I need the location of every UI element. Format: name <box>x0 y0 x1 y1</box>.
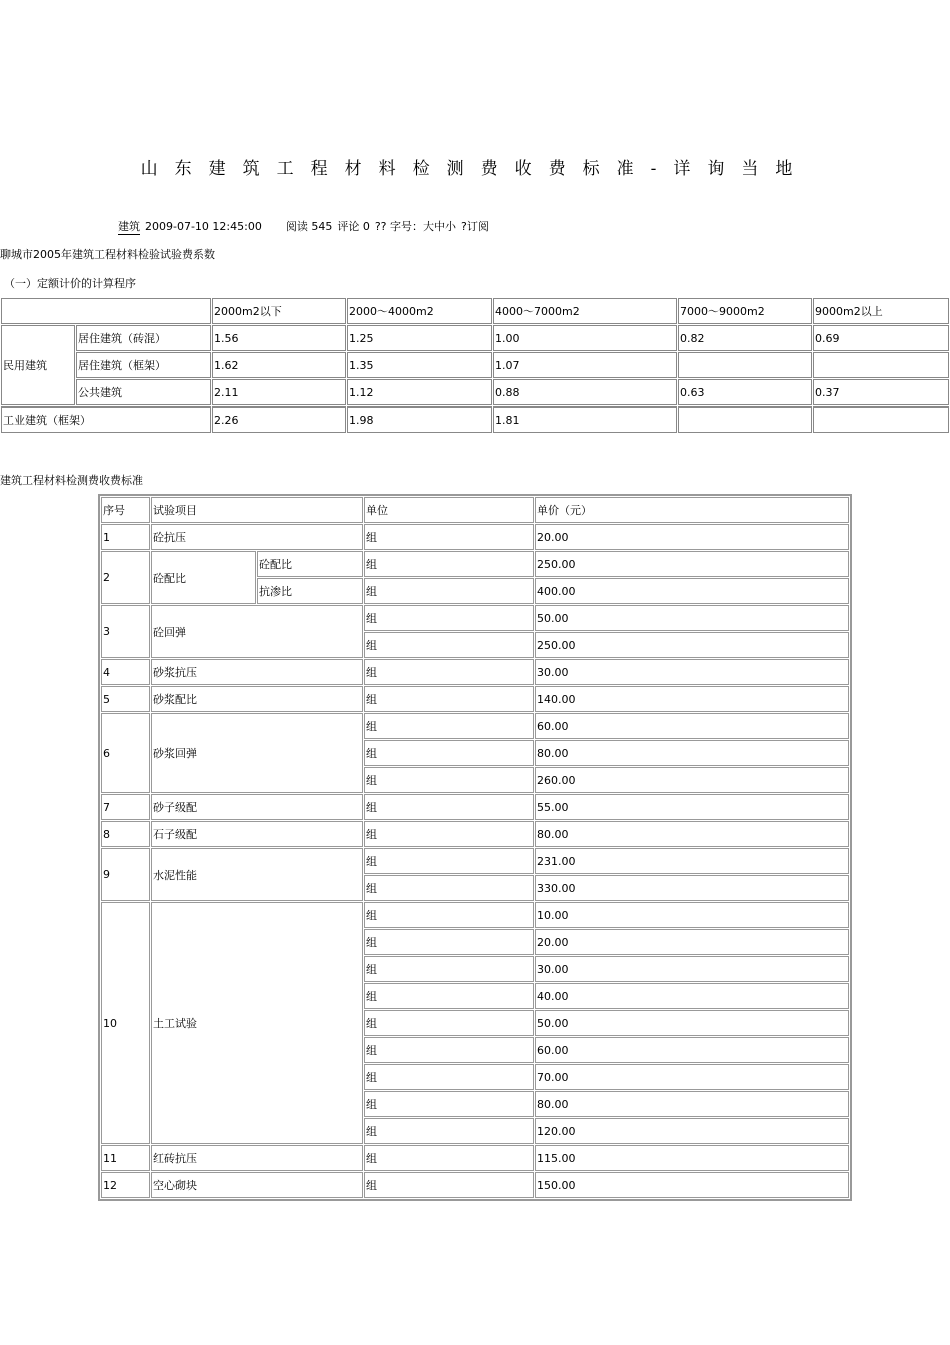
unit-cell: 组 <box>364 578 534 604</box>
price-cell: 20.00 <box>535 929 849 955</box>
table-row <box>101 686 849 712</box>
item-name: 砂浆回弹 <box>151 713 363 793</box>
unit-cell: 组 <box>364 929 534 955</box>
table-cell: 1.81 <box>493 406 677 433</box>
item-number: 3 <box>101 605 150 658</box>
coefficient-table <box>0 297 950 434</box>
item-name: 砂浆抗压 <box>151 659 363 685</box>
table-row <box>101 794 849 820</box>
price-cell: 150.00 <box>535 1172 849 1198</box>
table-header: 7000～9000m2 <box>678 298 812 324</box>
sub-item-name: 砼配比 <box>257 551 363 577</box>
table-row <box>101 524 849 550</box>
table-cell: 0.63 <box>678 379 812 405</box>
item-name: 空心砌块 <box>151 1172 363 1198</box>
table-header: 单价（元） <box>535 497 849 523</box>
item-name: 砂子级配 <box>151 794 363 820</box>
row-label: 居住建筑（砖混） <box>76 325 211 351</box>
unit-cell: 组 <box>364 524 534 550</box>
price-cell: 260.00 <box>535 767 849 793</box>
item-number: 1 <box>101 524 150 550</box>
price-cell: 250.00 <box>535 551 849 577</box>
row-label: 公共建筑 <box>76 379 211 405</box>
table-cell <box>678 406 812 433</box>
table-row <box>101 659 849 685</box>
section-heading-1: （一）定额计价的计算程序 <box>4 277 136 290</box>
table-cell: 1.00 <box>493 325 677 351</box>
table-cell <box>1 298 211 324</box>
price-cell: 30.00 <box>535 659 849 685</box>
table-row <box>101 605 849 631</box>
table-header-row <box>1 298 949 324</box>
price-cell: 70.00 <box>535 1064 849 1090</box>
unit-cell: 组 <box>364 983 534 1009</box>
section-heading-2: 建筑工程材料检测费收费标准 <box>0 474 143 487</box>
table-cell <box>678 352 812 378</box>
item-number: 11 <box>101 1145 150 1171</box>
table-cell: 1.56 <box>212 325 346 351</box>
item-number: 10 <box>101 902 150 1144</box>
row-label: 工业建筑（框架） <box>1 406 211 433</box>
item-name: 水泥性能 <box>151 848 363 901</box>
unit-cell: 组 <box>364 794 534 820</box>
page-title: 山东建筑工程材料检测费收费标准-详询当地 <box>140 159 810 179</box>
table-cell: 1.12 <box>347 379 492 405</box>
post-datetime: 2009-07-10 12:45:00 <box>145 220 262 233</box>
table-header: 4000～7000m2 <box>493 298 677 324</box>
item-name: 红砖抗压 <box>151 1145 363 1171</box>
price-cell: 400.00 <box>535 578 849 604</box>
table-row <box>1 379 949 405</box>
unit-cell: 组 <box>364 902 534 928</box>
item-name: 土工试验 <box>151 902 363 1144</box>
item-name: 砂浆配比 <box>151 686 363 712</box>
unit-cell: 组 <box>364 740 534 766</box>
item-number: 12 <box>101 1172 150 1198</box>
price-cell: 55.00 <box>535 794 849 820</box>
price-cell: 115.00 <box>535 1145 849 1171</box>
table-row <box>101 1145 849 1171</box>
price-cell: 80.00 <box>535 821 849 847</box>
fee-table <box>98 494 852 1201</box>
table-cell: 1.25 <box>347 325 492 351</box>
item-number: 8 <box>101 821 150 847</box>
table-cell: 0.88 <box>493 379 677 405</box>
comment-count[interactable]: 评论 0 <box>337 220 370 233</box>
table-cell: 1.35 <box>347 352 492 378</box>
table-cell <box>813 406 949 433</box>
unit-cell: 组 <box>364 632 534 658</box>
table-cell: 2.26 <box>212 406 346 433</box>
item-number: 4 <box>101 659 150 685</box>
price-cell: 10.00 <box>535 902 849 928</box>
price-cell: 60.00 <box>535 713 849 739</box>
read-count: 阅读 545 <box>285 220 333 233</box>
table-header: 序号 <box>101 497 150 523</box>
table-cell: 0.37 <box>813 379 949 405</box>
table-row <box>101 713 849 739</box>
price-cell: 231.00 <box>535 848 849 874</box>
price-cell: 80.00 <box>535 740 849 766</box>
price-cell: 250.00 <box>535 632 849 658</box>
price-cell: 80.00 <box>535 1091 849 1117</box>
unit-cell: 组 <box>364 686 534 712</box>
table-cell: 1.98 <box>347 406 492 433</box>
table-cell: 1.62 <box>212 352 346 378</box>
price-cell: 140.00 <box>535 686 849 712</box>
price-cell: 20.00 <box>535 524 849 550</box>
table-cell: 0.82 <box>678 325 812 351</box>
item-name: 砼抗压 <box>151 524 363 550</box>
price-cell: 120.00 <box>535 1118 849 1144</box>
unit-cell: 组 <box>364 1064 534 1090</box>
font-size-selector[interactable]: ?? 字号：大中小 <box>374 220 457 233</box>
table-cell: 0.69 <box>813 325 949 351</box>
price-cell: 50.00 <box>535 1010 849 1036</box>
table-header: 2000～4000m2 <box>347 298 492 324</box>
price-cell: 50.00 <box>535 605 849 631</box>
item-number: 2 <box>101 551 150 604</box>
price-cell: 30.00 <box>535 956 849 982</box>
item-name: 石子级配 <box>151 821 363 847</box>
unit-cell: 组 <box>364 767 534 793</box>
unit-cell: 组 <box>364 848 534 874</box>
table-cell: 1.07 <box>493 352 677 378</box>
item-number: 7 <box>101 794 150 820</box>
row-label: 居住建筑（框架） <box>76 352 211 378</box>
table-row <box>101 902 849 928</box>
table-header: 试验项目 <box>151 497 363 523</box>
unit-cell: 组 <box>364 821 534 847</box>
table-row <box>101 848 849 874</box>
table-header: 2000m2以下 <box>212 298 346 324</box>
unit-cell: 组 <box>364 1091 534 1117</box>
table-row <box>1 406 949 433</box>
unit-cell: 组 <box>364 1118 534 1144</box>
table-cell <box>813 352 949 378</box>
item-name: 砼配比 <box>151 551 256 604</box>
unit-cell: 组 <box>364 956 534 982</box>
article-meta <box>118 218 494 234</box>
unit-cell: 组 <box>364 1172 534 1198</box>
price-cell: 330.00 <box>535 875 849 901</box>
sub-item-name: 抗渗比 <box>257 578 363 604</box>
table-row <box>1 325 949 351</box>
table-cell: 2.11 <box>212 379 346 405</box>
table-header: 9000m2以上 <box>813 298 949 324</box>
unit-cell: 组 <box>364 1037 534 1063</box>
unit-cell: 组 <box>364 1145 534 1171</box>
table-row <box>101 1172 849 1198</box>
subscribe-link[interactable]: ?订阅 <box>461 220 489 233</box>
intro-text: 聊城市2005年建筑工程材料检验试验费系数 <box>0 248 215 261</box>
unit-cell: 组 <box>364 1010 534 1036</box>
unit-cell: 组 <box>364 875 534 901</box>
unit-cell: 组 <box>364 713 534 739</box>
price-cell: 60.00 <box>535 1037 849 1063</box>
category-link[interactable]: 建筑 <box>118 220 140 233</box>
unit-cell: 组 <box>364 551 534 577</box>
table-row <box>1 352 949 378</box>
table-row <box>101 821 849 847</box>
price-cell: 40.00 <box>535 983 849 1009</box>
unit-cell: 组 <box>364 605 534 631</box>
item-name: 砼回弹 <box>151 605 363 658</box>
table-row <box>101 551 849 577</box>
item-number: 6 <box>101 713 150 793</box>
table-header-row <box>101 497 849 523</box>
group-label: 民用建筑 <box>1 325 75 405</box>
unit-cell: 组 <box>364 659 534 685</box>
item-number: 5 <box>101 686 150 712</box>
table-header: 单位 <box>364 497 534 523</box>
item-number: 9 <box>101 848 150 901</box>
